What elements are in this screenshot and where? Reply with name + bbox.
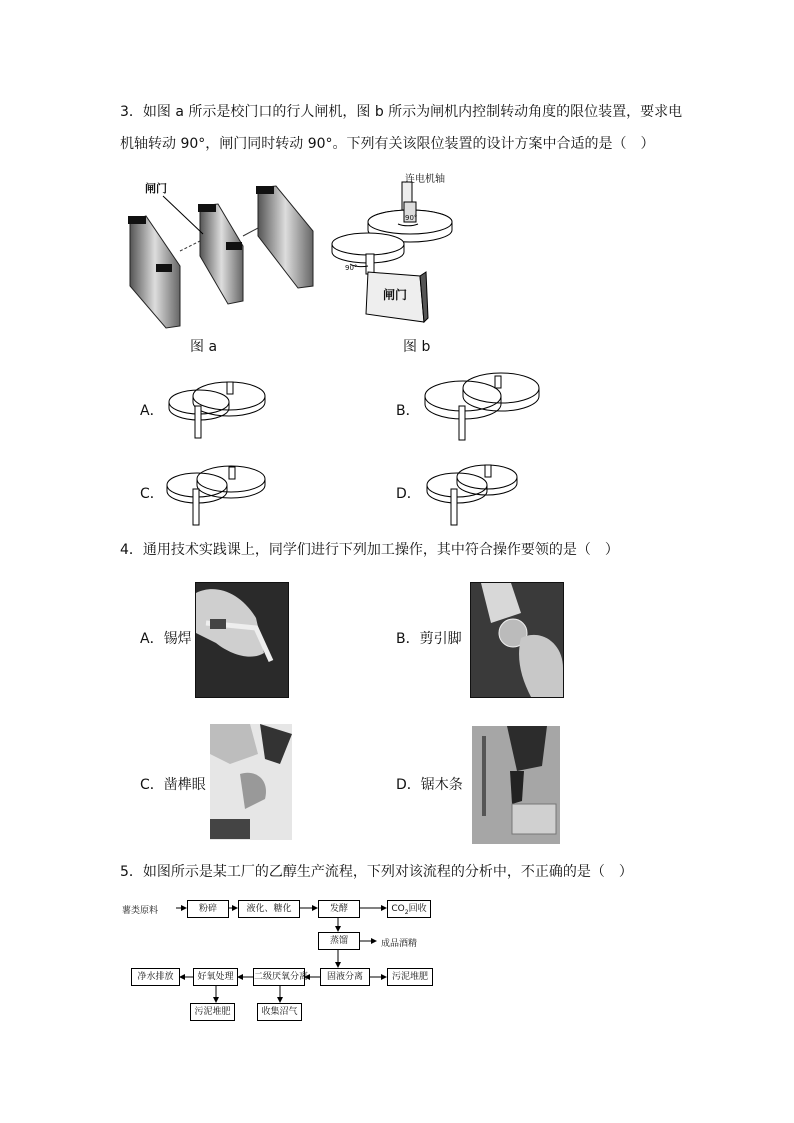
q4-option-c-label[interactable]: C．凿榫眼 bbox=[140, 777, 206, 793]
figure-b-shaft-label: 连电机轴 bbox=[405, 174, 445, 185]
flow-solid-liquid-separation: 固液分离 bbox=[320, 968, 370, 986]
flow-anaerobic-separation: 二级厌氧分离 bbox=[253, 968, 305, 986]
q4-option-d-photo-sawing-wood bbox=[472, 726, 560, 844]
flow-crush: 粉碎 bbox=[187, 900, 229, 918]
q4-option-a-photo-soldering bbox=[195, 582, 289, 698]
q4-option-b-label[interactable]: B．剪引脚 bbox=[396, 631, 462, 647]
flow-distill: 蒸馏 bbox=[318, 932, 360, 950]
flow-co2-recovery: $CO_2$回收 bbox=[387, 900, 431, 918]
figure-a-turnstile bbox=[118, 176, 318, 331]
q3-option-c-label[interactable]: C． bbox=[140, 486, 164, 502]
figure-a-gate-label: 闸门 bbox=[145, 182, 167, 195]
q4-option-c-photo-mortise-chiseling bbox=[210, 724, 292, 840]
flow-collect-biogas: 收集沼气 bbox=[257, 1003, 302, 1021]
q3-option-a-diagram bbox=[165, 372, 275, 442]
q4-option-a-label[interactable]: A．锡焊 bbox=[140, 631, 192, 647]
figure-b-angle-top: 90° bbox=[405, 214, 418, 222]
q3-option-d-diagram bbox=[425, 455, 525, 530]
q4-option-d-label[interactable]: D．锯木条 bbox=[396, 777, 463, 793]
figure-b-limit-device bbox=[328, 172, 468, 332]
flow-clean-water-discharge: 净水排放 bbox=[131, 968, 180, 986]
flow-aerobic-treatment: 好氧处理 bbox=[193, 968, 238, 986]
flow-raw-material: 薯类原料 bbox=[122, 906, 159, 916]
q3-option-c-diagram bbox=[163, 455, 273, 530]
flow-ferment: 发酵 bbox=[318, 900, 360, 918]
q3-option-a-label[interactable]: A． bbox=[140, 403, 164, 419]
q3-stem-line1: 3．如图 a 所示是校门口的行人闸机，图 b 所示为闸机内控制转动角度的限位装置，要求电 bbox=[120, 104, 683, 120]
flow-sludge-compost-2: 污泥堆肥 bbox=[190, 1003, 235, 1021]
figure-b-caption: 图 b bbox=[403, 339, 431, 355]
q5-stem: 5．如图所示是某工厂的乙醇生产流程，下列对该流程的分析中，不正确的是（ ） bbox=[120, 864, 633, 880]
figure-a-caption: 图 a bbox=[190, 339, 218, 355]
flow-sludge-compost-1: 污泥堆肥 bbox=[387, 968, 433, 986]
q3-option-b-label[interactable]: B． bbox=[396, 403, 420, 419]
q4-option-b-photo-cutting-leads bbox=[470, 582, 564, 698]
q3-option-d-label[interactable]: D． bbox=[396, 486, 421, 502]
q3-option-b-diagram bbox=[423, 366, 543, 446]
flow-liquefy: 液化、糖化 bbox=[238, 900, 300, 918]
q3-stem-line2: 机轴转动 90°，闸门同时转动 90°。下列有关该限位装置的设计方案中合适的是（ ） bbox=[120, 136, 655, 152]
flow-product-alcohol: 成品酒精 bbox=[381, 939, 418, 949]
figure-b-gate-label: 闸门 bbox=[383, 288, 408, 302]
figure-b-angle-left: 90° bbox=[345, 264, 358, 272]
q4-stem: 4．通用技术实践课上，同学们进行下列加工操作，其中符合操作要领的是（ ） bbox=[120, 542, 619, 558]
